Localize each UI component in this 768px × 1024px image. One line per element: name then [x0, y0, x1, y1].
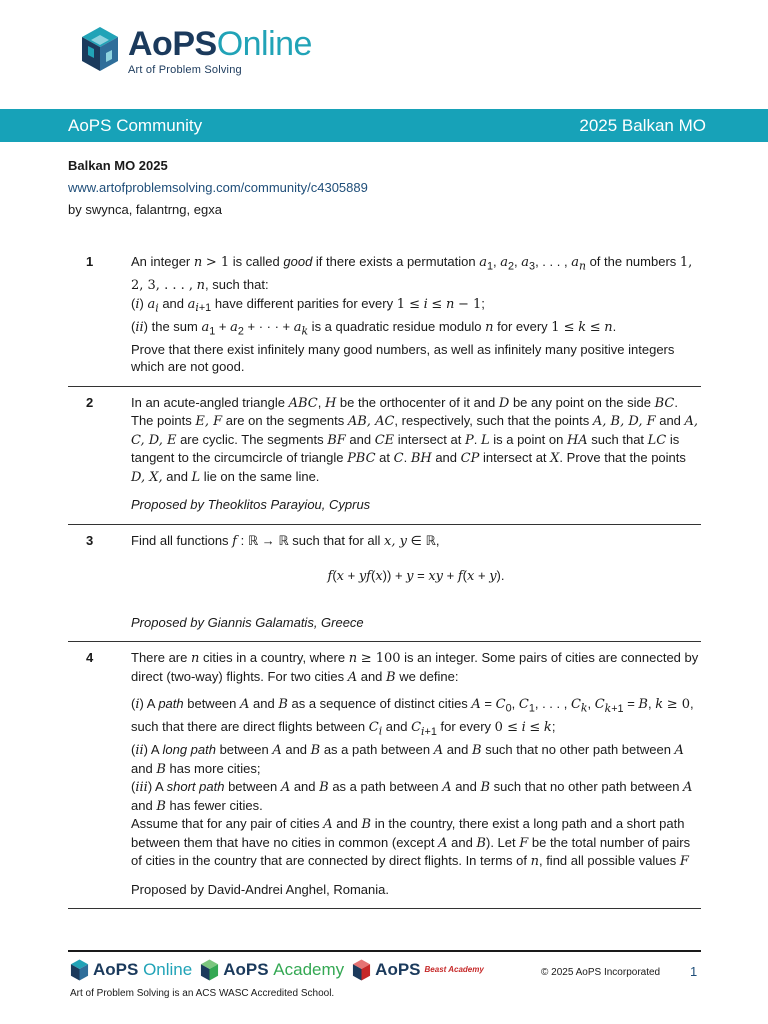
footer-logo-academy[interactable]: AoPS Academy	[200, 959, 344, 981]
banner-community[interactable]: AoPS Community	[68, 115, 203, 135]
aops-cube-icon	[70, 959, 89, 981]
problem-statement: An integer n > 1 is called good if there exists a permutation $a_1$, $a_2$, $a_3$, . . . , $a_n$ of the numbers 1, 2, 3, . . . , n, such that: (i) $a_i$ and $a_{i+1}$ have different parities for every 1 ≤ i ≤ n − 1; (ii) the sum $a_1 + a_2$ + · · · + $a_k$ is a quadratic residue modulo n for every 1 ≤ k ≤ n. Prove that there exist infinitely many good numbers, as well as infinitely many positive integers which are not good.	[131, 254, 693, 375]
footer-logo-beast[interactable]: AoPS Beast Academy	[352, 959, 484, 981]
academy-cube-icon	[200, 959, 219, 981]
footer-logos	[70, 959, 484, 981]
logo-tagline: Art of Problem Solving	[128, 64, 242, 76]
header-banner	[0, 109, 768, 142]
document-title: Balkan MO 2025	[68, 158, 168, 173]
logo-brand: AoPS	[128, 25, 217, 63]
problem-list	[68, 246, 701, 909]
page-number: 1	[690, 964, 698, 979]
functional-equation: f(x + yf(x)) + y = xy + f(x + y).	[327, 568, 505, 585]
problem-number: 3	[86, 532, 94, 548]
banner-contest: 2025 Balkan MO	[579, 115, 706, 135]
problem-statement: Find all functions f : ℝ → ℝ such that for all x, y ∈ ℝ, f(x + yf(x)) + y = xy + f(x + y). Proposed by Giannis Galamatis, Greece	[131, 532, 701, 632]
problem-author: Proposed by David-Andrei Anghel, Romania.	[131, 881, 389, 897]
footer-logo-online[interactable]: AoPS Online	[70, 959, 192, 981]
aops-online-logo[interactable]	[80, 26, 312, 76]
beast-cube-icon	[352, 959, 371, 981]
community-link[interactable]: www.artofproblemsolving.com/community/c4305889	[68, 180, 368, 195]
logo-product: Online	[216, 25, 312, 63]
problem-statement: In an acute-angled triangle ABC, H be the orthocenter of it and D be any point on the side BC. The points E, F are on the segments AB, AC, respectively, such that the points A, B, D, F and A, C, D, E are cyclic. The segments BF and CE intersect at P. L is a point on HA such that LC is tangent to the circumcircle of triangle PBC at C. BH and CP intersect at X. Prove that the points D, X, and L lie on the same line. Proposed by Theoklitos Parayiou, Cyprus	[131, 394, 701, 514]
byline: by swynca, falantrng, egxa	[68, 202, 222, 217]
problem-4	[68, 642, 701, 909]
problem-3	[68, 525, 701, 643]
document-meta	[68, 155, 368, 221]
problem-statement: There are n cities in a country, where n ≥ 100 is an integer. Some pairs of cities are connected by direct (two-way) flights. For two cities A and B we define: (i) A path between A and B as a sequence of distinct cities $A = C_0$, $C_1$, . . . , $C_k$, $C_{k+1} = B$, k ≥ 0, such that there are direct flights between $C_i$ and $C_{i+1}$ for every 0 ≤ i ≤ k; (ii) A long path between A and B as a path between A and B such that no other path between A and B has more cities; (iii) A short path between A and B as a path between A and B such that no other path between A and B has fewer cities. Assume that for any pair of cities A and B in the country, there exist a long path and a short path between them that have no cities in common (except A and B). Let F be the total number of pairs of cities in the country that are connected by direct flights. In terms of n, find all possible values F Proposed by David-Andrei Anghel, Romania.	[131, 649, 701, 898]
accreditation-note: Art of Problem Solving is an ACS WASC Accredited School.	[70, 988, 335, 999]
problem-author: Proposed by Giannis Galamatis, Greece	[131, 614, 364, 630]
problem-2	[68, 387, 701, 525]
problem-number: 2	[86, 394, 94, 410]
problem-1	[68, 246, 701, 387]
problem-number: 1	[86, 254, 94, 269]
aops-cube-icon	[80, 26, 120, 72]
copyright: © 2025 AoPS Incorporated	[541, 967, 661, 978]
problem-number: 4	[86, 650, 94, 666]
footer-divider	[68, 950, 701, 952]
problem-author: Proposed by Theoklitos Parayiou, Cyprus	[131, 497, 371, 513]
